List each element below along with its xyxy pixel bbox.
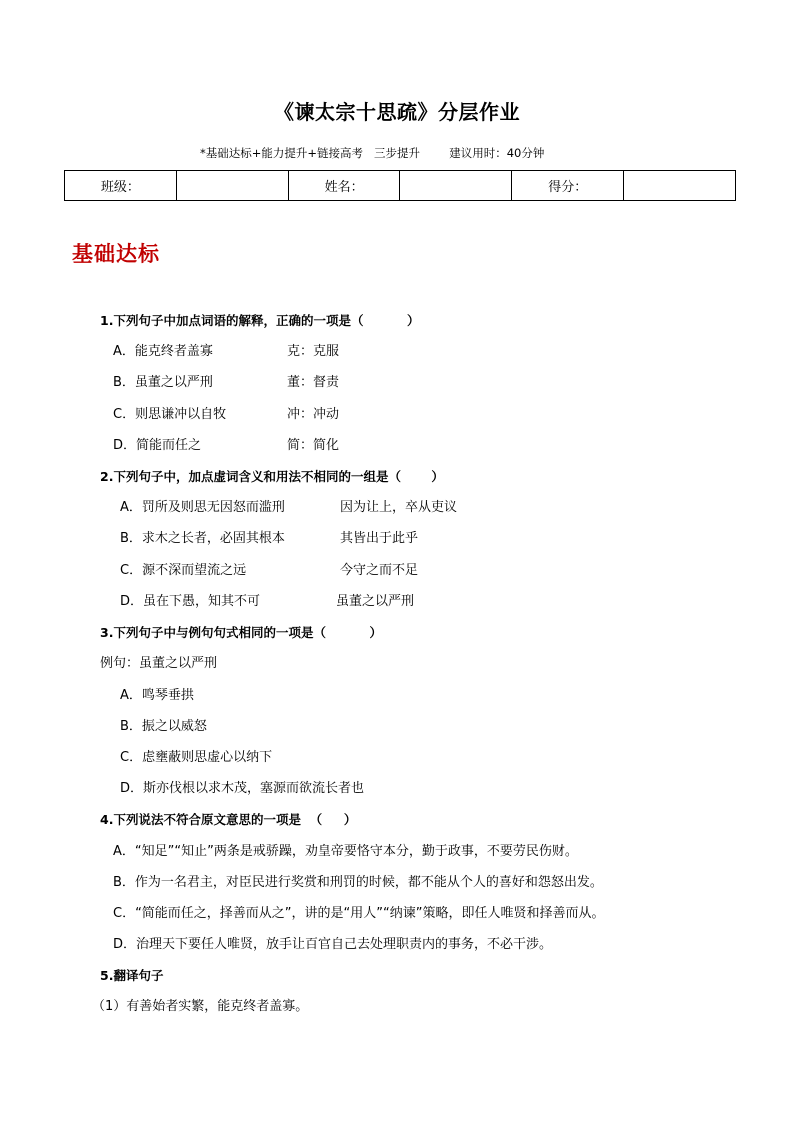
score-label: 得分： <box>512 171 624 201</box>
q2-option-d-compare: 虽董之以严刑 <box>336 594 415 609</box>
question-2-stem: 2.下列句子中，加点虚词含义和用法不相同的一组是（ ） <box>100 469 444 484</box>
subtitle: *基础达标+能力提升+链接高考 三步提升 建议用时：40分钟 <box>200 146 545 160</box>
q2-option-c: C．源不深而望流之远 <box>120 563 247 578</box>
question-5-stem: 5.翻译句子 <box>100 968 164 983</box>
score-field[interactable] <box>624 171 736 201</box>
q2-option-a: A．罚所及则思无因怒而滥刑 <box>120 500 285 515</box>
q1-option-c-gloss: 冲：冲动 <box>287 407 340 422</box>
question-4-stem: 4.下列说法不符合原文意思的一项是 （ ） <box>100 812 357 827</box>
page-title: 《谏太宗十思疏》分层作业 <box>274 100 520 124</box>
class-field[interactable] <box>176 171 288 201</box>
name-field[interactable] <box>400 171 512 201</box>
q1-option-d-gloss: 简：简化 <box>287 438 340 453</box>
class-label: 班级： <box>65 171 177 201</box>
q1-option-a-gloss: 克：克服 <box>287 344 340 359</box>
q1-option-b: B．虽董之以严刑 <box>113 375 213 390</box>
question-1-stem: 1.下列句子中加点词语的解释，正确的一项是（ ） <box>100 313 420 328</box>
section-title: 基础达标 <box>72 242 160 266</box>
q1-option-b-gloss: 董：督责 <box>287 375 340 390</box>
q5-item-1: （1）有善始者实繁，能克终者盖寡。 <box>92 999 309 1014</box>
q2-option-b: B．求木之长者，必固其根本 <box>120 531 285 546</box>
q4-option-a: A．“知足”“知止”两条是戒骄躁，劝皇帝要恪守本分，勤于政事，不要劳民伤财。 <box>113 844 578 859</box>
q1-option-c: C．则思谦冲以自牧 <box>113 407 227 422</box>
q3-option-a: A．鸣琴垂拱 <box>120 688 194 703</box>
q3-example: 例句：虽董之以严刑 <box>100 656 218 671</box>
q1-option-d: D．简能而任之 <box>113 438 202 453</box>
q3-option-b: B．振之以威怒 <box>120 719 207 734</box>
q4-option-d: D．治理天下要任人唯贤，放手让百官自己去处理职责内的事务，不必干涉。 <box>113 937 553 952</box>
q4-option-b: B．作为一名君主，对臣民进行奖赏和刑罚的时候，都不能从个人的喜好和怨怒出发。 <box>113 875 603 890</box>
info-table <box>64 170 736 201</box>
q1-option-a: A．能克终者盖寡 <box>113 344 213 359</box>
q2-option-c-compare: 今守之而不足 <box>340 563 419 578</box>
q2-option-d: D．虽在下愚，知其不可 <box>120 594 261 609</box>
q3-option-d: D．斯亦伐根以求木茂，塞源而欲流长者也 <box>120 781 365 796</box>
name-label: 姓名： <box>288 171 400 201</box>
q3-option-c: C．虑壅蔽则思虚心以纳下 <box>120 750 273 765</box>
q2-option-b-compare: 其皆出于此乎 <box>340 531 419 546</box>
q4-option-c: C．“简能而任之，择善而从之”，讲的是“用人”“纳谏”策略，即任人唯贤和择善而从。 <box>113 906 605 921</box>
q2-option-a-compare: 因为让上，卒从吏议 <box>340 500 458 515</box>
question-3-stem: 3.下列句子中与例句句式相同的一项是（ ） <box>100 625 382 640</box>
